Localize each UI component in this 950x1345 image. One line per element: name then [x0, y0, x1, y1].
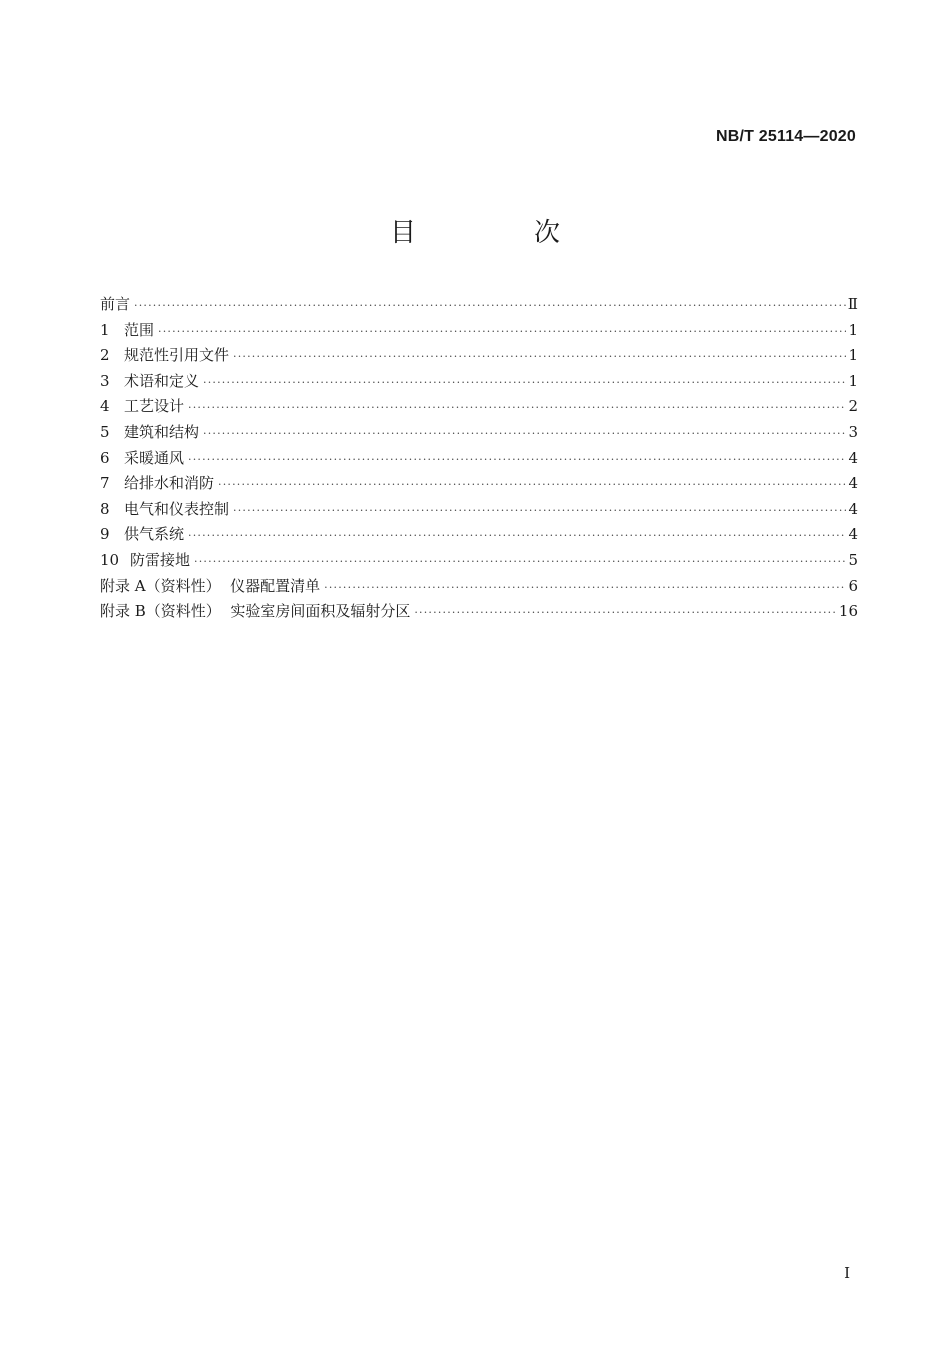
toc-entry-page: 1 [848, 346, 858, 365]
toc-entry-4[interactable] [100, 394, 858, 420]
toc-leader-dots [414, 600, 837, 626]
toc-entry-number: 2 [100, 346, 110, 365]
toc-entry-page: 5 [848, 550, 858, 569]
toc-entry-text: 工艺设计 [124, 397, 185, 416]
page-title: 目 次 [389, 218, 606, 248]
table-of-contents [100, 292, 858, 625]
toc-leader-dots [158, 319, 846, 345]
toc-entry-number: 1 [100, 320, 110, 339]
toc-entry-page: 4 [848, 474, 858, 493]
toc-entry-number: 5 [100, 422, 110, 441]
toc-entry-text: 前言 [100, 295, 131, 313]
toc-entry-2[interactable] [100, 343, 858, 369]
toc-entry-number: 3 [100, 371, 110, 390]
toc-entry-3[interactable] [100, 369, 858, 395]
toc-entry-number: 4 [100, 397, 110, 416]
toc-leader-dots [324, 575, 846, 601]
toc-leader-dots [134, 293, 846, 319]
toc-entry-number: 10 [100, 550, 120, 569]
toc-entry-5[interactable] [100, 420, 858, 446]
toc-entry-1[interactable] [100, 318, 858, 344]
toc-leader-dots [203, 370, 846, 396]
toc-entry-7[interactable] [100, 471, 858, 497]
toc-entry-text: 给排水和消防 [124, 474, 215, 493]
toc-leader-dots [218, 472, 846, 498]
toc-entry-page: 3 [848, 422, 858, 441]
toc-entry-page: 4 [848, 448, 858, 467]
toc-entry-text: 供气系统 [124, 525, 185, 544]
toc-entry-text: 附录 A（资料性） 仪器配置清单 [100, 576, 321, 595]
toc-entry-6[interactable] [100, 446, 858, 472]
toc-leader-dots [194, 549, 846, 575]
toc-entry-text: 采暖通风 [124, 448, 185, 467]
toc-leader-dots [203, 421, 846, 447]
toc-entry-page: Ⅱ [847, 295, 858, 313]
toc-entry-text: 建筑和结构 [124, 422, 200, 441]
toc-entry-page: 16 [838, 602, 858, 621]
toc-leader-dots [233, 344, 846, 370]
toc-entry-text: 范围 [124, 320, 155, 339]
document-code: NB/T 25114—2020 [716, 128, 856, 145]
toc-entry-page: 2 [848, 397, 858, 416]
toc-leader-dots [188, 447, 846, 473]
toc-entry-foreword[interactable] [100, 292, 858, 318]
toc-entry-10[interactable] [100, 548, 858, 574]
toc-entry-number: 9 [100, 525, 110, 544]
toc-entry-text: 附录 B（资料性） 实验室房间面积及辐射分区 [100, 602, 411, 621]
toc-entry-page: 1 [848, 371, 858, 390]
page-number: I [844, 1264, 850, 1282]
toc-entry-text: 术语和定义 [124, 371, 200, 390]
toc-leader-dots [188, 523, 846, 549]
toc-entry-page: 1 [848, 320, 858, 339]
toc-entry-number: 8 [100, 499, 110, 518]
toc-entry-text: 防雷接地 [130, 550, 191, 569]
toc-entry-8[interactable] [100, 497, 858, 523]
toc-entry-number: 6 [100, 448, 110, 467]
toc-entry-appendix-b[interactable] [100, 599, 858, 625]
toc-entry-appendix-a[interactable] [100, 574, 858, 600]
toc-entry-page: 4 [848, 499, 858, 518]
toc-leader-dots [188, 395, 846, 421]
toc-entry-text: 规范性引用文件 [124, 346, 230, 365]
toc-entry-page: 6 [848, 576, 858, 595]
toc-entry-9[interactable] [100, 522, 858, 548]
toc-entry-text: 电气和仪表控制 [124, 499, 230, 518]
toc-entry-number: 7 [100, 474, 110, 493]
toc-entry-page: 4 [848, 525, 858, 544]
toc-leader-dots [233, 498, 846, 524]
